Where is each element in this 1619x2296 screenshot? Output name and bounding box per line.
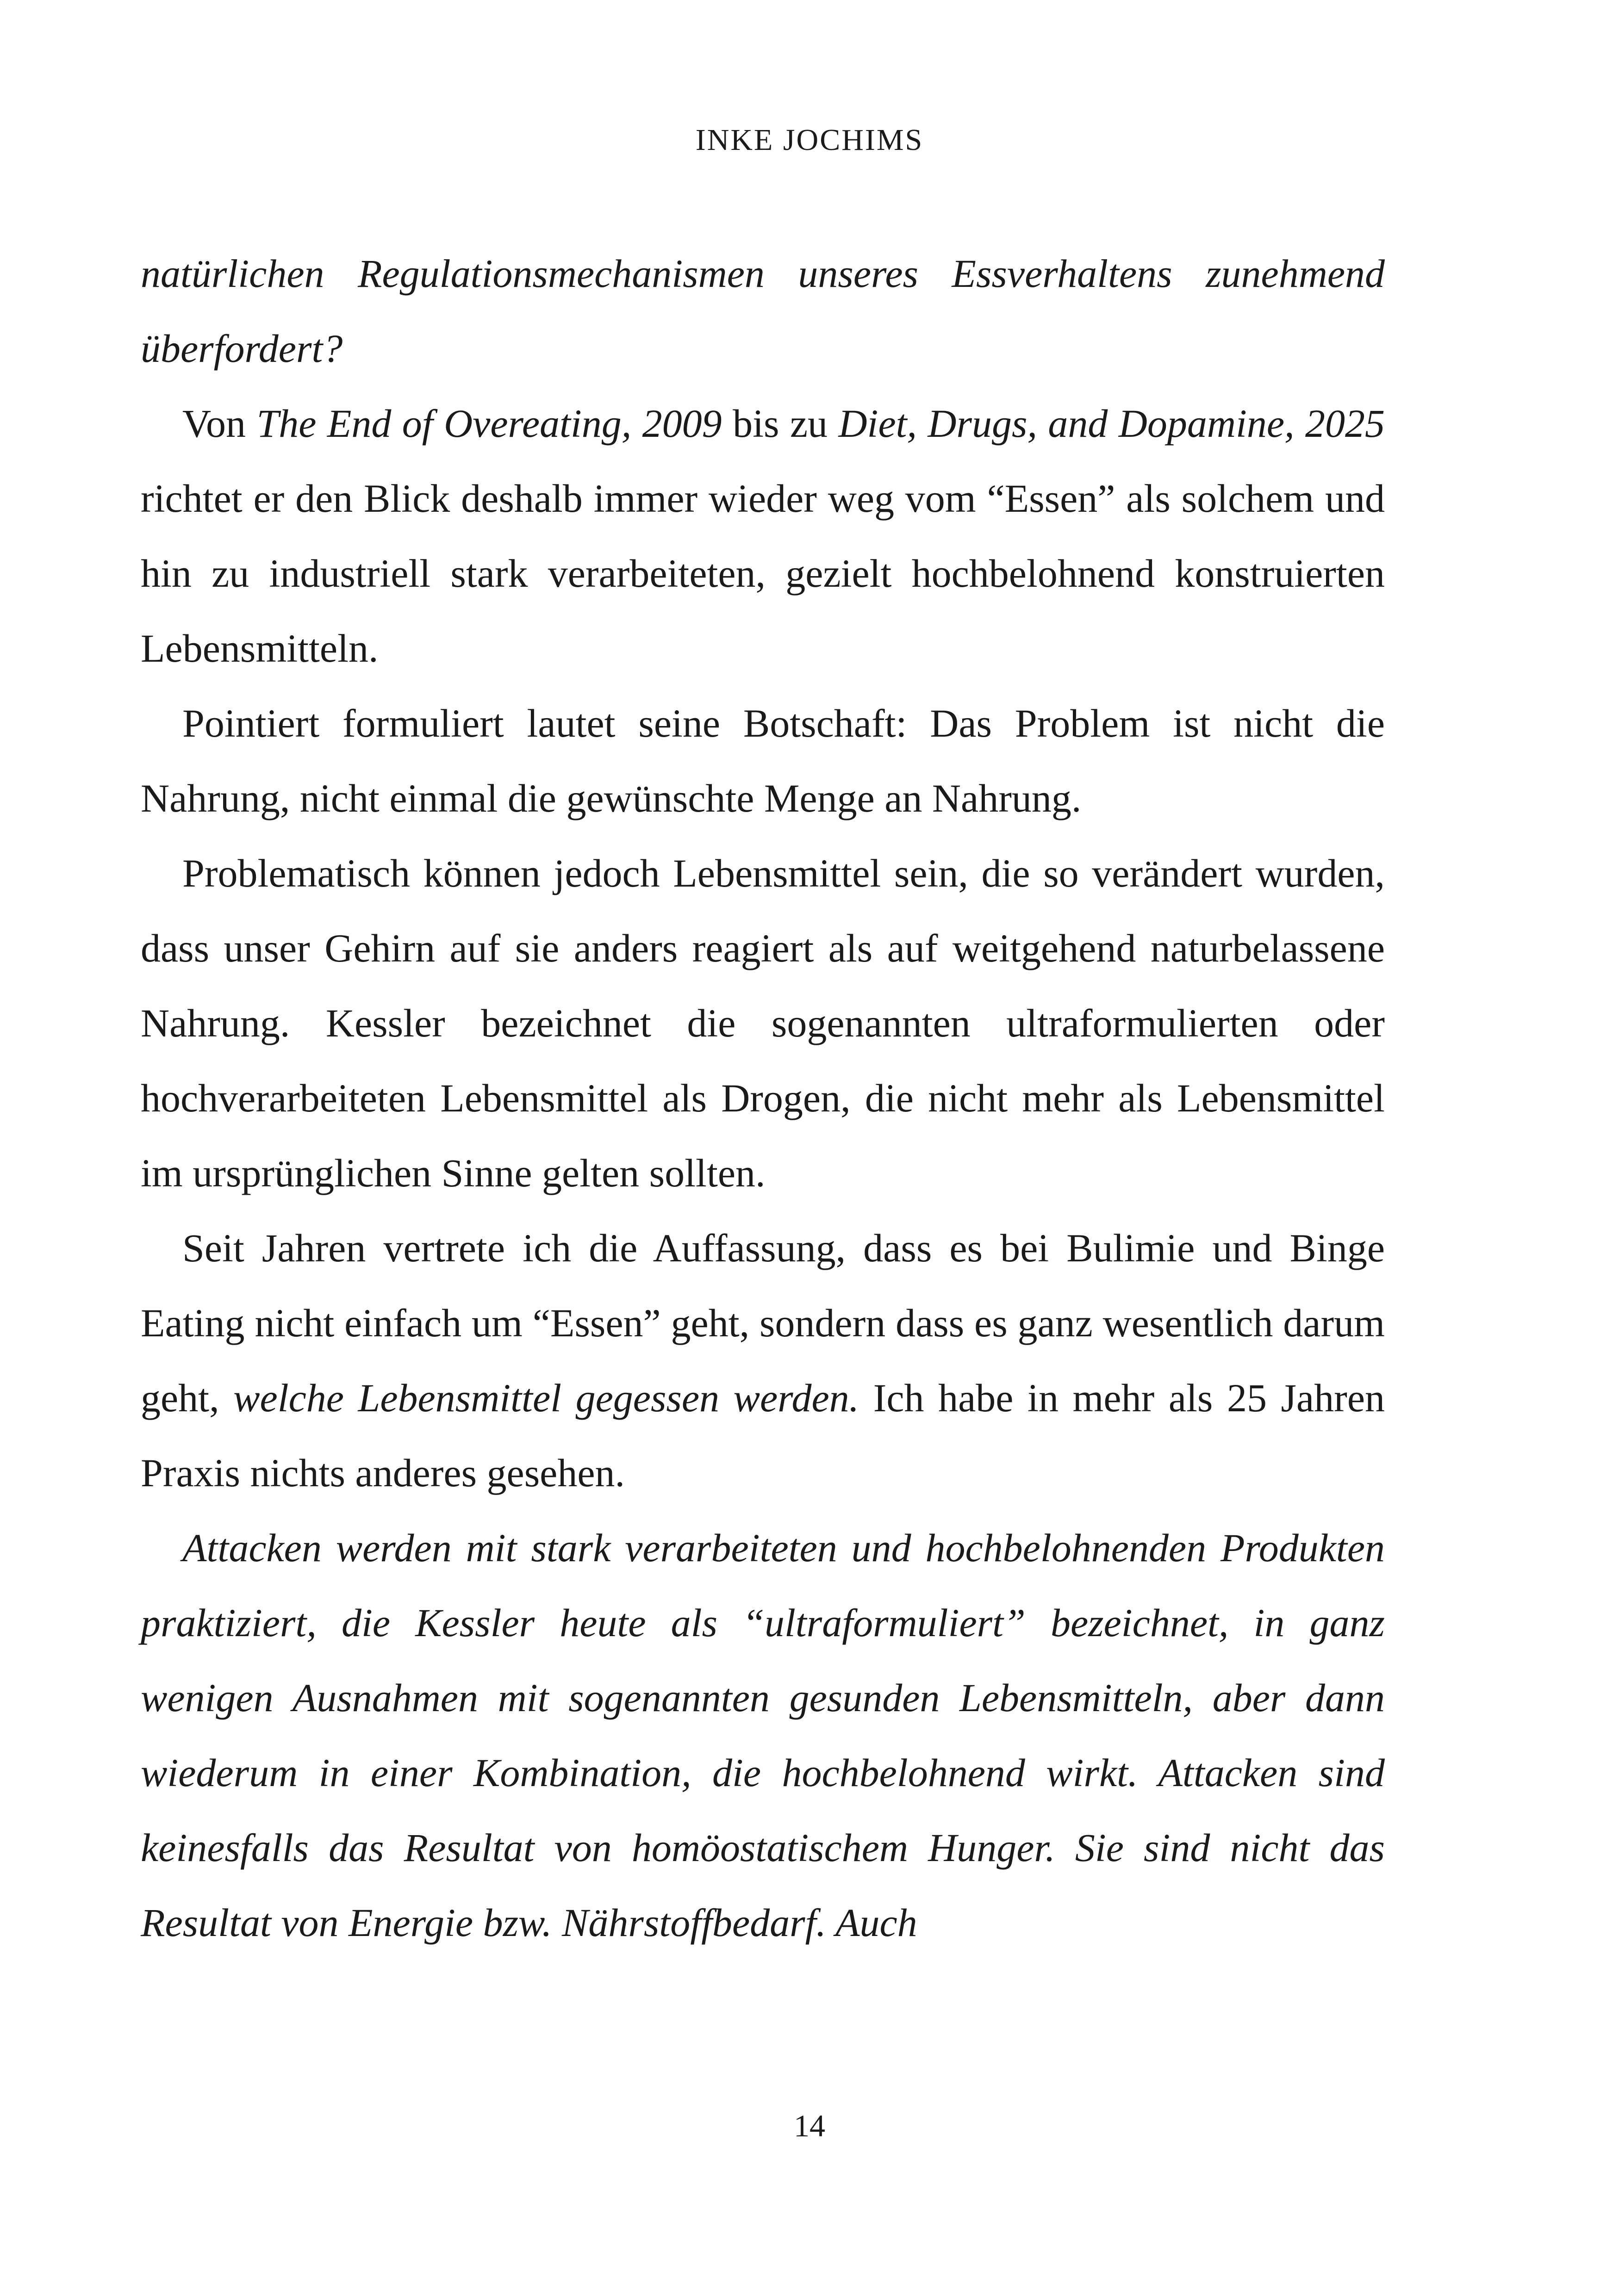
paragraph-4: Problematisch können jedoch Lebensmittel sein, die so verändert wurden, dass unser Gehirn auf sie anders reagiert als auf weitgehend naturbelassene Nahrung. Kessler bezeichnet die sogenannten ultraformulierten oder hochverarbeiteten Lebensmittel als Drogen, die nicht mehr als Lebensmittel im ursprünglichen Sinne gelten sollten. xyxy=(141,851,1385,1195)
paragraph-1: natürlichen Regulationsmechanismen unseres Essverhaltens zunehmend überfordert? xyxy=(141,251,1385,371)
paragraph-2-text-c: richtet er den Blick deshalb immer wieder weg vom “Essen” als solchem und hin zu industriell stark verarbeiteten, gezielt hochbelohnend konstruierten Lebensmitteln. xyxy=(141,476,1385,670)
paragraph-2-text-b: bis zu xyxy=(722,401,839,446)
book-title-diet-drugs-dopamine: Diet, Drugs, and Dopamine, 2025 xyxy=(838,401,1385,446)
paragraph-5-text-b: Ich habe in mehr als 25 Jahren Praxis nichts anderes gesehen. xyxy=(141,1376,1385,1495)
paragraph-2-text-a: Von xyxy=(182,401,257,446)
running-head: INKE JOCHIMS xyxy=(695,123,924,157)
paragraph-5-text-a: Seit Jahren vertrete ich die Auffassung, dass es bei Bulimie und Binge Eating nicht einfach um “Essen” geht, sondern dass es ganz wesentlich darum geht, xyxy=(141,1226,1385,1420)
paragraph-5-emphasis: welche Lebensmittel gegessen werden. xyxy=(233,1376,859,1420)
page-number: 14 xyxy=(794,2108,825,2143)
paragraph-6: Attacken werden mit stark verarbeiteten und hochbelohnenden Produkten praktiziert, die Kessler heute als “ultraformuliert” bezeichnet, in ganz wenigen Ausnahmen mit sogenannten gesunden Lebensmitteln, aber dann wiederum in einer Kombination, die hochbelohnend wirkt. Attacken sind keinesfalls das Resultat von homöostatischem Hunger. Sie sind nicht das Resultat von Energie bzw. Nährstoffbedarf. Auch xyxy=(141,1526,1385,1945)
paragraph-2 xyxy=(141,386,1385,686)
book-title-end-of-overeating: The End of Overeating, 2009 xyxy=(256,401,722,446)
body-text xyxy=(141,236,1385,1960)
paragraph-3: Pointiert formuliert lautet seine Botschaft: Das Problem ist nicht die Nahrung, nicht einmal die gewünschte Menge an Nahrung. xyxy=(141,701,1385,820)
paragraph-5 xyxy=(141,1210,1385,1510)
